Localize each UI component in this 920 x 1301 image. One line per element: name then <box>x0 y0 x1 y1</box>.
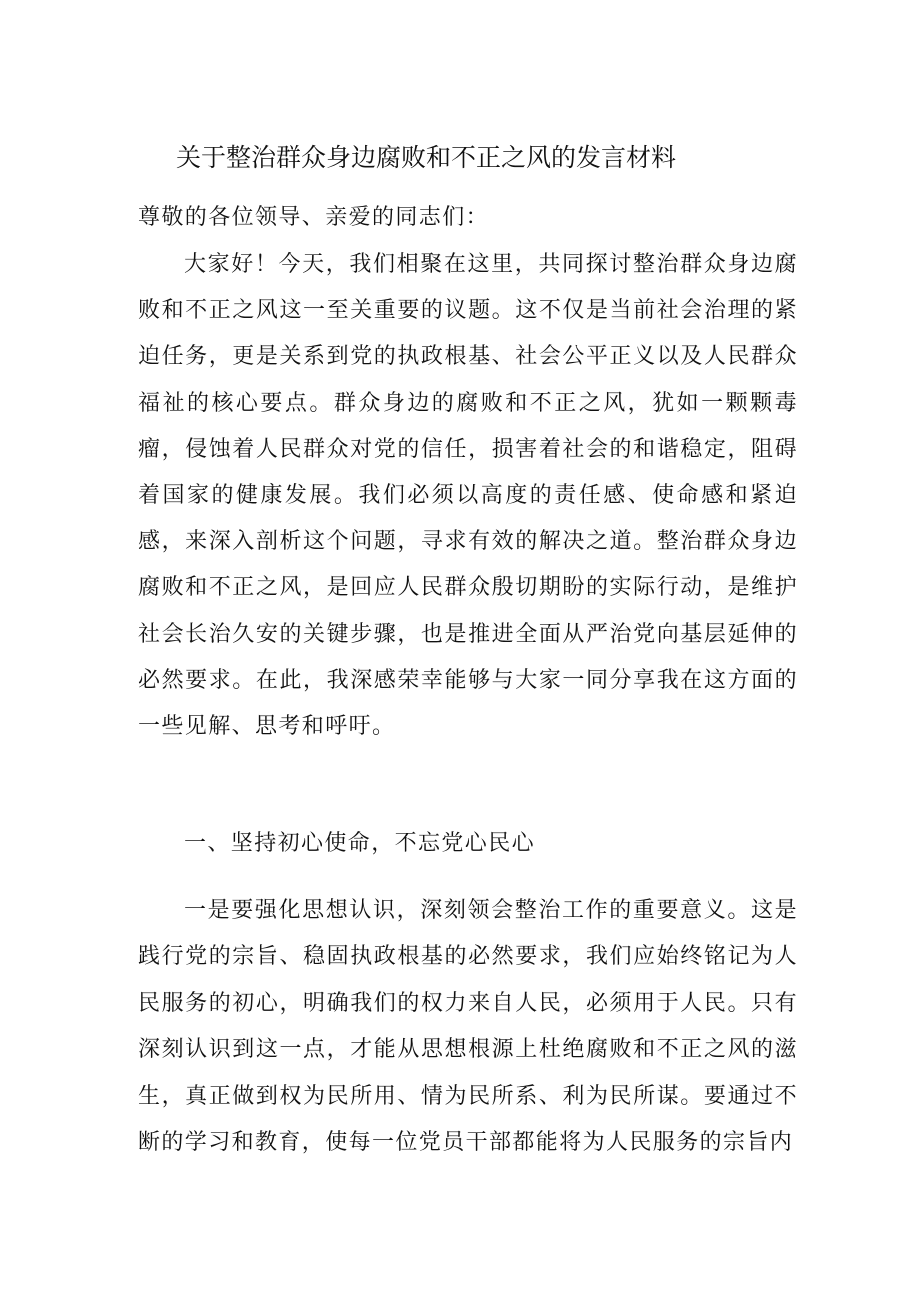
section-heading-1: 一、坚持初心使命，不忘党心民心 <box>184 831 536 856</box>
salutation: 尊敬的各位领导、亲爱的同志们： <box>138 205 490 230</box>
paragraph-section-1: 一是要强化思想认识，深刻领会整治工作的重要意义。这是践行党的宗旨、稳固执政根基的必然要求，我们应始终铭记为人民服务的初心，明确我们的权力来自人民，必须用于人民。只有深刻认识到这一点，才能从思想根源上杜绝腐败和不正之风的滋生，真正做到权为民所用、情为民所系、利为民所谋。要通过不断的学习和教育，使每一位党员干部都能将为人民服务的宗旨内 <box>138 898 798 1156</box>
document-title: 关于整治群众身边腐败和不正之风的发言材料 <box>176 143 677 172</box>
paragraph-opening: 大家好！今天，我们相聚在这里，共同探讨整治群众身边腐败和不正之风这一至关重要的议题。这不仅是当前社会治理的紧迫任务，更是关系到党的执政根基、社会公平正义以及人民群众福祉的核心要点。群众身边的腐败和不正之风，犹如一颗颗毒瘤，侵蚀着人民群众对党的信任，损害着社会的和谐稳定，阻碍着国家的健康发展。我们必须以高度的责任感、使命感和紧迫感，来深入剖析这个问题，寻求有效的解决之道。整治群众身边腐败和不正之风，是回应人民群众殷切期盼的实际行动，是维护社会长治久安的关键步骤，也是推进全面从严治党向基层延伸的必然要求。在此，我深感荣幸能够与大家一同分享我在这方面的一些见解、思考和呼吁。 <box>138 252 798 740</box>
